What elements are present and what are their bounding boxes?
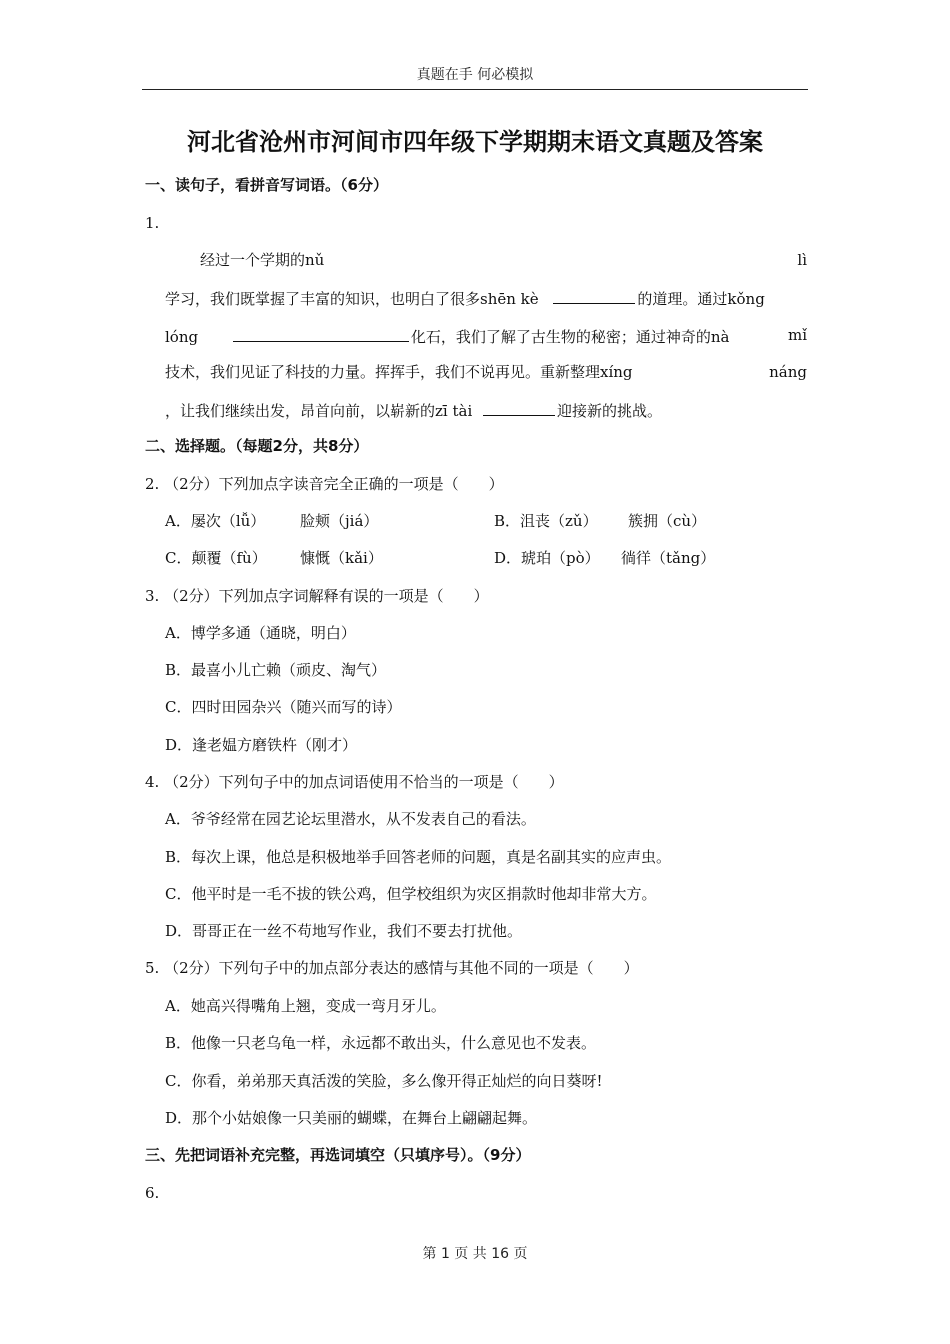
- q5-option-a[interactable]: A．她高兴得嘴角上翘，变成一弯月牙儿。: [165, 997, 446, 1015]
- q1-line-3-text: 化石，我们了解了古生物的秘密；通过神奇的nà: [410, 328, 730, 346]
- q1-pinyin-nang: náng: [769, 363, 807, 381]
- q2-option-a[interactable]: A．屡次（lǚ）: [165, 512, 266, 530]
- q3-option-d[interactable]: D．逢老媪方磨铁杵（刚才）: [165, 736, 358, 754]
- section-1-heading: 一、读句子，看拼音写词语。（6分）: [145, 176, 388, 194]
- q1-pinyin-long: lóng: [165, 328, 199, 346]
- q4-option-a[interactable]: A．爷爷经常在园艺论坛里潜水，从不发表自己的看法。: [165, 810, 536, 828]
- q2-option-d[interactable]: D．琥珀（pò）: [494, 549, 600, 567]
- page-header: 真题在手 何必模拟: [416, 67, 534, 83]
- q5-option-c[interactable]: C．你看，弟弟那天真活泼的笑脸，多么像开得正灿烂的向日葵呀!: [165, 1072, 603, 1090]
- q1-line-4: [165, 362, 807, 382]
- q1-line-1: [200, 250, 807, 270]
- section-2-heading: 二、选择题。（每题2分，共8分）: [145, 437, 369, 455]
- q1-pinyin-li: lì: [797, 251, 807, 269]
- answer-blank-shenke[interactable]: [553, 287, 635, 304]
- q1-line-5-text: ，让我们继续出发，昂首向前，以崭新的zī tài: [165, 402, 473, 420]
- q2-option-d-word2: 徜徉（tǎng）: [621, 549, 716, 567]
- answer-blank-konglong[interactable]: [233, 325, 409, 342]
- question-2-stem: 2. （2分）下列加点字读音完全正确的一项是（ ）: [145, 475, 504, 493]
- q3-option-c[interactable]: C．四时田园杂兴（随兴而写的诗）: [165, 698, 402, 716]
- q1-line-2-tail: 的道理。通过kǒng: [637, 290, 765, 308]
- q4-option-d[interactable]: D．哥哥正在一丝不苟地写作业，我们不要去打扰他。: [165, 922, 523, 940]
- q1-line-2-text: 学习，我们既掌握了丰富的知识，也明白了很多shēn kè: [165, 290, 539, 308]
- document-title: 河北省沧州市河间市四年级下学期期末语文真题及答案: [187, 128, 763, 156]
- q1-line-1-text: 经过一个学期的nǔ: [200, 251, 325, 269]
- header-rule: [142, 89, 808, 90]
- q2-option-a-word2: 脸颊（jiá）: [300, 512, 379, 530]
- q5-option-b[interactable]: B．他像一只老乌龟一样，永远都不敢出头，什么意见也不发表。: [165, 1034, 597, 1052]
- question-4-stem: 4. （2分）下列句子中的加点词语使用不恰当的一项是（ ）: [145, 773, 564, 791]
- question-5-stem: 5. （2分）下列句子中的加点部分表达的感情与其他不同的一项是（ ）: [145, 959, 639, 977]
- page-footer: 第 1 页 共 16 页: [422, 1246, 528, 1262]
- answer-blank-zitai[interactable]: [483, 399, 555, 416]
- q5-option-d[interactable]: D．那个小姑娘像一只美丽的蝴蝶，在舞台上翩翩起舞。: [165, 1109, 538, 1127]
- q1-line-3: [165, 325, 807, 347]
- section-3-heading: 三、先把词语补充完整，再选词填空（只填序号）。（9分）: [145, 1146, 531, 1164]
- question-6-number: 6.: [145, 1184, 160, 1202]
- q1-pinyin-mi: mǐ: [787, 326, 807, 344]
- q4-option-b[interactable]: B．每次上课，他总是积极地举手回答老师的问题，真是名副其实的应声虫。: [165, 848, 672, 866]
- q2-option-c[interactable]: C．颠覆（fù）: [165, 549, 267, 567]
- question-3-stem: 3. （2分）下列加点字词解释有误的一项是（ ）: [145, 587, 489, 605]
- q1-line-5: [165, 399, 807, 421]
- q3-option-a[interactable]: A．博学多通（通晓，明白）: [165, 624, 356, 642]
- q1-line-4-text: 技术，我们见证了科技的力量。挥挥手，我们不说再见。重新整理xíng: [165, 363, 633, 381]
- q4-option-c[interactable]: C．他平时是一毛不拔的铁公鸡，但学校组织为灾区捐款时他却非常大方。: [165, 885, 657, 903]
- question-1-number: 1.: [145, 214, 160, 232]
- q2-option-c-word2: 慷慨（kǎi）: [300, 549, 383, 567]
- q2-option-b[interactable]: B．沮丧（zǔ）: [494, 512, 598, 530]
- q1-line-5-tail: 迎接新的挑战。: [557, 402, 663, 420]
- q3-option-b[interactable]: B．最喜小儿亡赖（顽皮、淘气）: [165, 661, 387, 679]
- q1-line-2: [165, 287, 807, 309]
- q2-option-b-word2: 簇拥（cù）: [628, 512, 707, 530]
